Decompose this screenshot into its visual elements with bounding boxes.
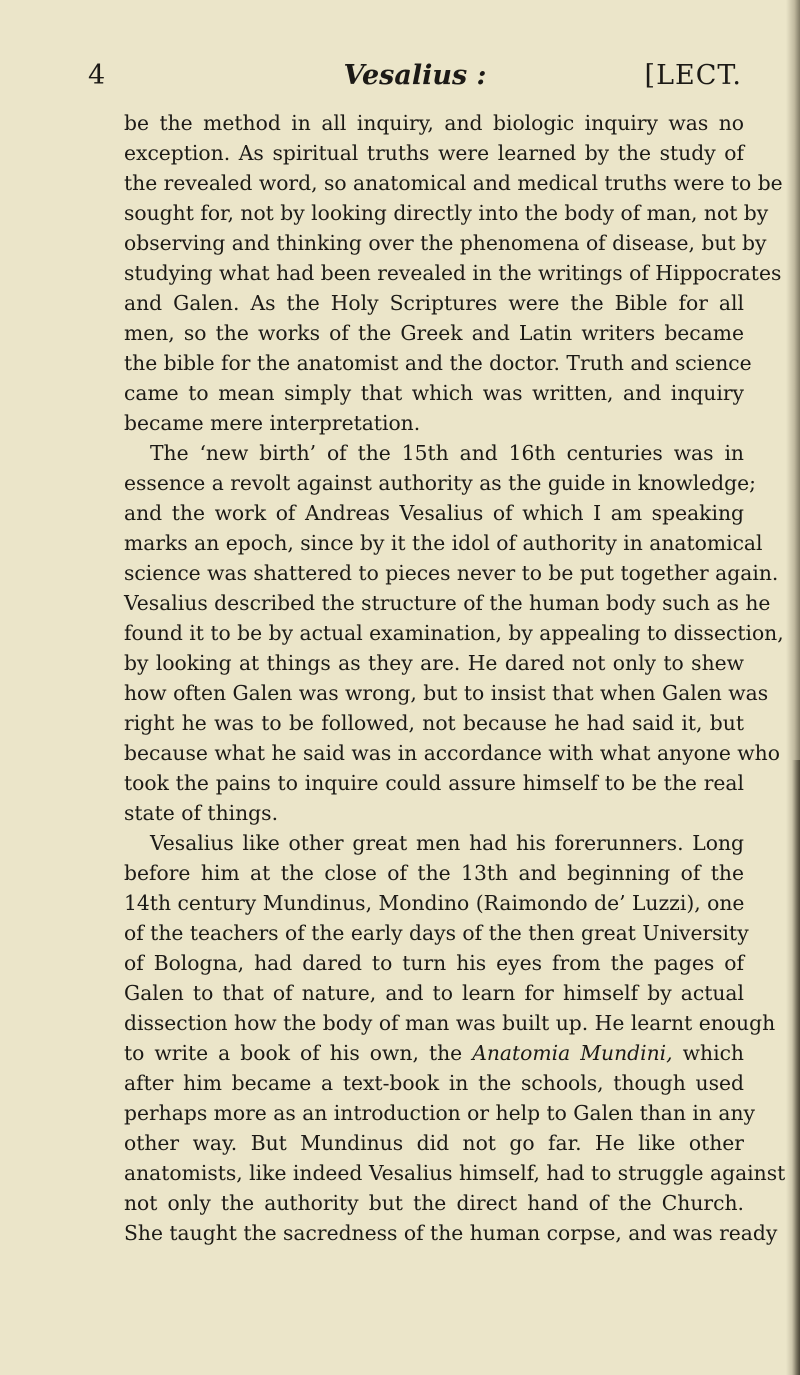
body-text: [124, 108, 786, 1248]
text-line: perhaps more as an introduction or help to Galen than in any: [124, 1101, 756, 1125]
text-line: because what he said was in accordance with what anyone who: [124, 741, 780, 765]
text-line: and the work of Andreas Vesalius of which I am speaking: [124, 501, 744, 525]
text-line: came to mean simply that which was written, and inquiry: [124, 381, 744, 405]
text-line: became mere interpretation.: [124, 411, 421, 435]
text-line: Vesalius like other great men had his forerunners. Long: [150, 831, 744, 855]
text-line: sought for, not by looking directly into the body of man, not by: [124, 201, 769, 225]
text-line: found it to be by actual examination, by appealing to dissection,: [124, 621, 784, 645]
text-line: state of things.: [124, 801, 279, 825]
text-line: after him became a text-book in the schools, though used: [124, 1071, 744, 1095]
text-line: 14th century Mundinus, Mondino (Raimondo de’ Luzzi), one: [124, 891, 745, 915]
book-title: Anatomia Mundini,: [472, 1041, 673, 1065]
text-line: Vesalius described the structure of the human body such as he: [124, 591, 771, 615]
text-line: science was shattered to pieces never to be put together again.: [124, 561, 779, 585]
page-edge-shadow-lower: [792, 760, 800, 1375]
text-line: the revealed word, so anatomical and medical truths were to be: [124, 171, 783, 195]
text-line: marks an epoch, since by it the idol of authority in anatomical: [124, 531, 763, 555]
text-line: other way. But Mundinus did not go far. He like other: [124, 1131, 744, 1155]
running-title: Vesalius :: [343, 60, 487, 91]
text-line: observing and thinking over the phenomena of disease, but by: [124, 231, 767, 255]
running-header: [88, 60, 742, 100]
text-line: by looking at things as they are. He dared not only to shew: [124, 651, 744, 675]
text-line: Galen to that of nature, and to learn for himself by actual: [124, 981, 744, 1005]
text-line: essence a revolt against authority as the guide in knowledge;: [124, 471, 756, 495]
text-line: and Galen. As the Holy Scriptures were the Bible for all: [124, 291, 744, 315]
text-line: right he was to be followed, not because he had said it, but: [124, 711, 744, 735]
text-line: studying what had been revealed in the writings of Hippocrates: [124, 261, 782, 285]
text-line: the bible for the anatomist and the doctor. Truth and science: [124, 351, 752, 375]
page-number: 4: [88, 60, 106, 91]
text-line: of the teachers of the early days of the then great University: [124, 921, 749, 945]
text-line: how often Galen was wrong, but to insist that when Galen was: [124, 681, 769, 705]
text-line: before him at the close of the 13th and beginning of the: [124, 861, 744, 885]
text-line-with-title: [124, 1038, 744, 1068]
section-label: [LECT.: [644, 60, 742, 91]
text-line: not only the authority but the direct hand of the Church.: [124, 1191, 744, 1215]
text-line: anatomists, like indeed Vesalius himself, had to struggle against: [124, 1161, 786, 1185]
text-line: be the method in all inquiry, and biologic inquiry was no: [124, 111, 744, 135]
text-line: men, so the works of the Greek and Latin writers became: [124, 321, 744, 345]
text-segment: which: [682, 1041, 744, 1065]
text-line: of Bologna, had dared to turn his eyes from the pages of: [124, 951, 744, 975]
text-line: She taught the sacredness of the human corpse, and was ready: [124, 1221, 778, 1245]
text-line: dissection how the body of man was built up. He learnt enough: [124, 1011, 776, 1035]
text-segment: to write a book of his own, the: [124, 1041, 463, 1065]
text-line: The ‘new birth’ of the 15th and 16th centuries was in: [150, 441, 744, 465]
text-line: took the pains to inquire could assure himself to be the real: [124, 771, 744, 795]
text-line: exception. As spiritual truths were learned by the study of: [124, 141, 744, 165]
